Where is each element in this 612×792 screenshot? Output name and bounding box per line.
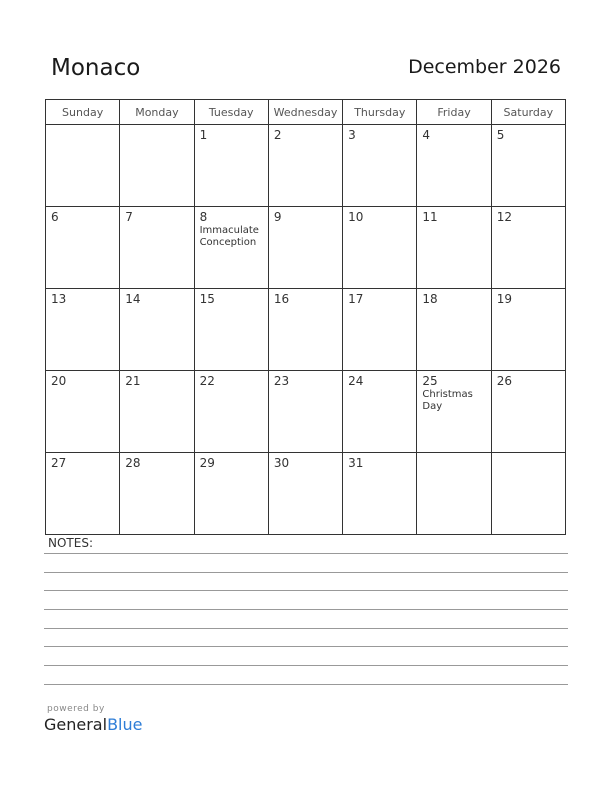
week-row xyxy=(46,371,566,453)
notes-label: NOTES: xyxy=(48,536,93,550)
day-cell xyxy=(120,453,194,535)
day-number: 27 xyxy=(51,456,67,470)
day-number: 17 xyxy=(348,292,364,306)
day-number: 1 xyxy=(199,128,208,142)
week-row xyxy=(46,289,566,371)
day-cell xyxy=(491,371,565,453)
day-number: 12 xyxy=(496,210,512,224)
calendar-grid xyxy=(45,99,566,535)
day-number: 21 xyxy=(125,374,141,388)
weekday-header-row xyxy=(46,100,566,125)
note-line xyxy=(44,646,568,647)
day-number: 6 xyxy=(51,210,59,224)
day-cell xyxy=(417,125,491,207)
brand-logo xyxy=(44,704,142,734)
day-cell xyxy=(343,125,417,207)
day-number: 4 xyxy=(422,128,431,142)
day-cell xyxy=(120,125,194,207)
weekday-saturday: Saturday xyxy=(491,100,565,125)
day-number: 23 xyxy=(273,374,290,388)
day-number: 16 xyxy=(273,292,290,306)
day-number: 24 xyxy=(348,374,364,388)
powered-by-text: powered by xyxy=(47,704,105,714)
day-number: 18 xyxy=(422,292,438,306)
day-number: 30 xyxy=(273,456,290,470)
day-cell xyxy=(268,125,342,207)
weekday-thursday: Thursday xyxy=(343,100,417,125)
day-number: 7 xyxy=(125,210,133,224)
day-cell xyxy=(268,289,342,371)
day-number: 19 xyxy=(496,292,512,306)
day-cell xyxy=(268,453,342,535)
day-cell xyxy=(268,371,342,453)
day-cell xyxy=(194,125,268,207)
day-cell xyxy=(491,453,565,535)
brand-name-general: General xyxy=(44,715,108,734)
weekday-wednesday: Wednesday xyxy=(268,100,342,125)
day-number: 3 xyxy=(348,128,356,142)
week-row xyxy=(46,453,566,535)
day-cell xyxy=(417,289,491,371)
day-cell xyxy=(417,207,491,289)
day-number: 5 xyxy=(496,128,505,142)
holiday-label: Christmas Day xyxy=(422,389,473,412)
day-cell xyxy=(194,207,268,289)
day-number: 22 xyxy=(199,374,215,388)
day-number: 9 xyxy=(273,210,282,224)
day-cell xyxy=(491,207,565,289)
day-number: 10 xyxy=(348,210,364,224)
note-line xyxy=(44,572,568,573)
week-row xyxy=(46,207,566,289)
month-title: December 2026 xyxy=(408,56,561,78)
note-line xyxy=(44,665,568,666)
holiday-label: Immaculate Conception xyxy=(199,225,259,248)
day-cell xyxy=(120,371,194,453)
brand-name xyxy=(44,715,142,734)
weekday-tuesday: Tuesday xyxy=(194,100,268,125)
day-cell xyxy=(120,289,194,371)
week-row xyxy=(46,125,566,207)
day-cell xyxy=(46,207,120,289)
weekday-sunday: Sunday xyxy=(46,100,120,125)
day-number: 11 xyxy=(422,210,438,224)
day-number: 25 xyxy=(422,374,438,388)
day-number: 2 xyxy=(273,128,282,142)
weekday-monday: Monday xyxy=(120,100,194,125)
day-number: 8 xyxy=(199,210,208,224)
note-line xyxy=(44,628,568,629)
day-number: 28 xyxy=(125,456,141,470)
day-number: 29 xyxy=(199,456,215,470)
note-line xyxy=(44,609,568,610)
day-cell xyxy=(417,371,491,453)
note-line xyxy=(44,553,568,554)
day-cell xyxy=(120,207,194,289)
brand-name-blue: Blue xyxy=(107,715,143,734)
day-cell xyxy=(46,289,120,371)
day-cell xyxy=(417,453,491,535)
day-number: 15 xyxy=(199,292,215,306)
day-cell xyxy=(194,289,268,371)
day-cell xyxy=(491,289,565,371)
note-line xyxy=(44,684,568,685)
day-number: 31 xyxy=(348,456,364,470)
day-cell xyxy=(46,371,120,453)
note-line xyxy=(44,590,568,591)
day-number: 13 xyxy=(51,292,67,306)
day-cell xyxy=(268,207,342,289)
day-cell xyxy=(491,125,565,207)
weekday-friday: Friday xyxy=(417,100,491,125)
day-cell xyxy=(194,453,268,535)
day-cell xyxy=(343,207,417,289)
day-number: 26 xyxy=(496,374,512,388)
day-cell xyxy=(343,289,417,371)
day-number: 14 xyxy=(125,292,141,306)
day-cell xyxy=(343,371,417,453)
day-cell xyxy=(343,453,417,535)
day-cell xyxy=(194,371,268,453)
day-cell xyxy=(46,125,120,207)
country-title: Monaco xyxy=(51,55,141,81)
day-number: 20 xyxy=(51,374,67,388)
day-cell xyxy=(46,453,120,535)
